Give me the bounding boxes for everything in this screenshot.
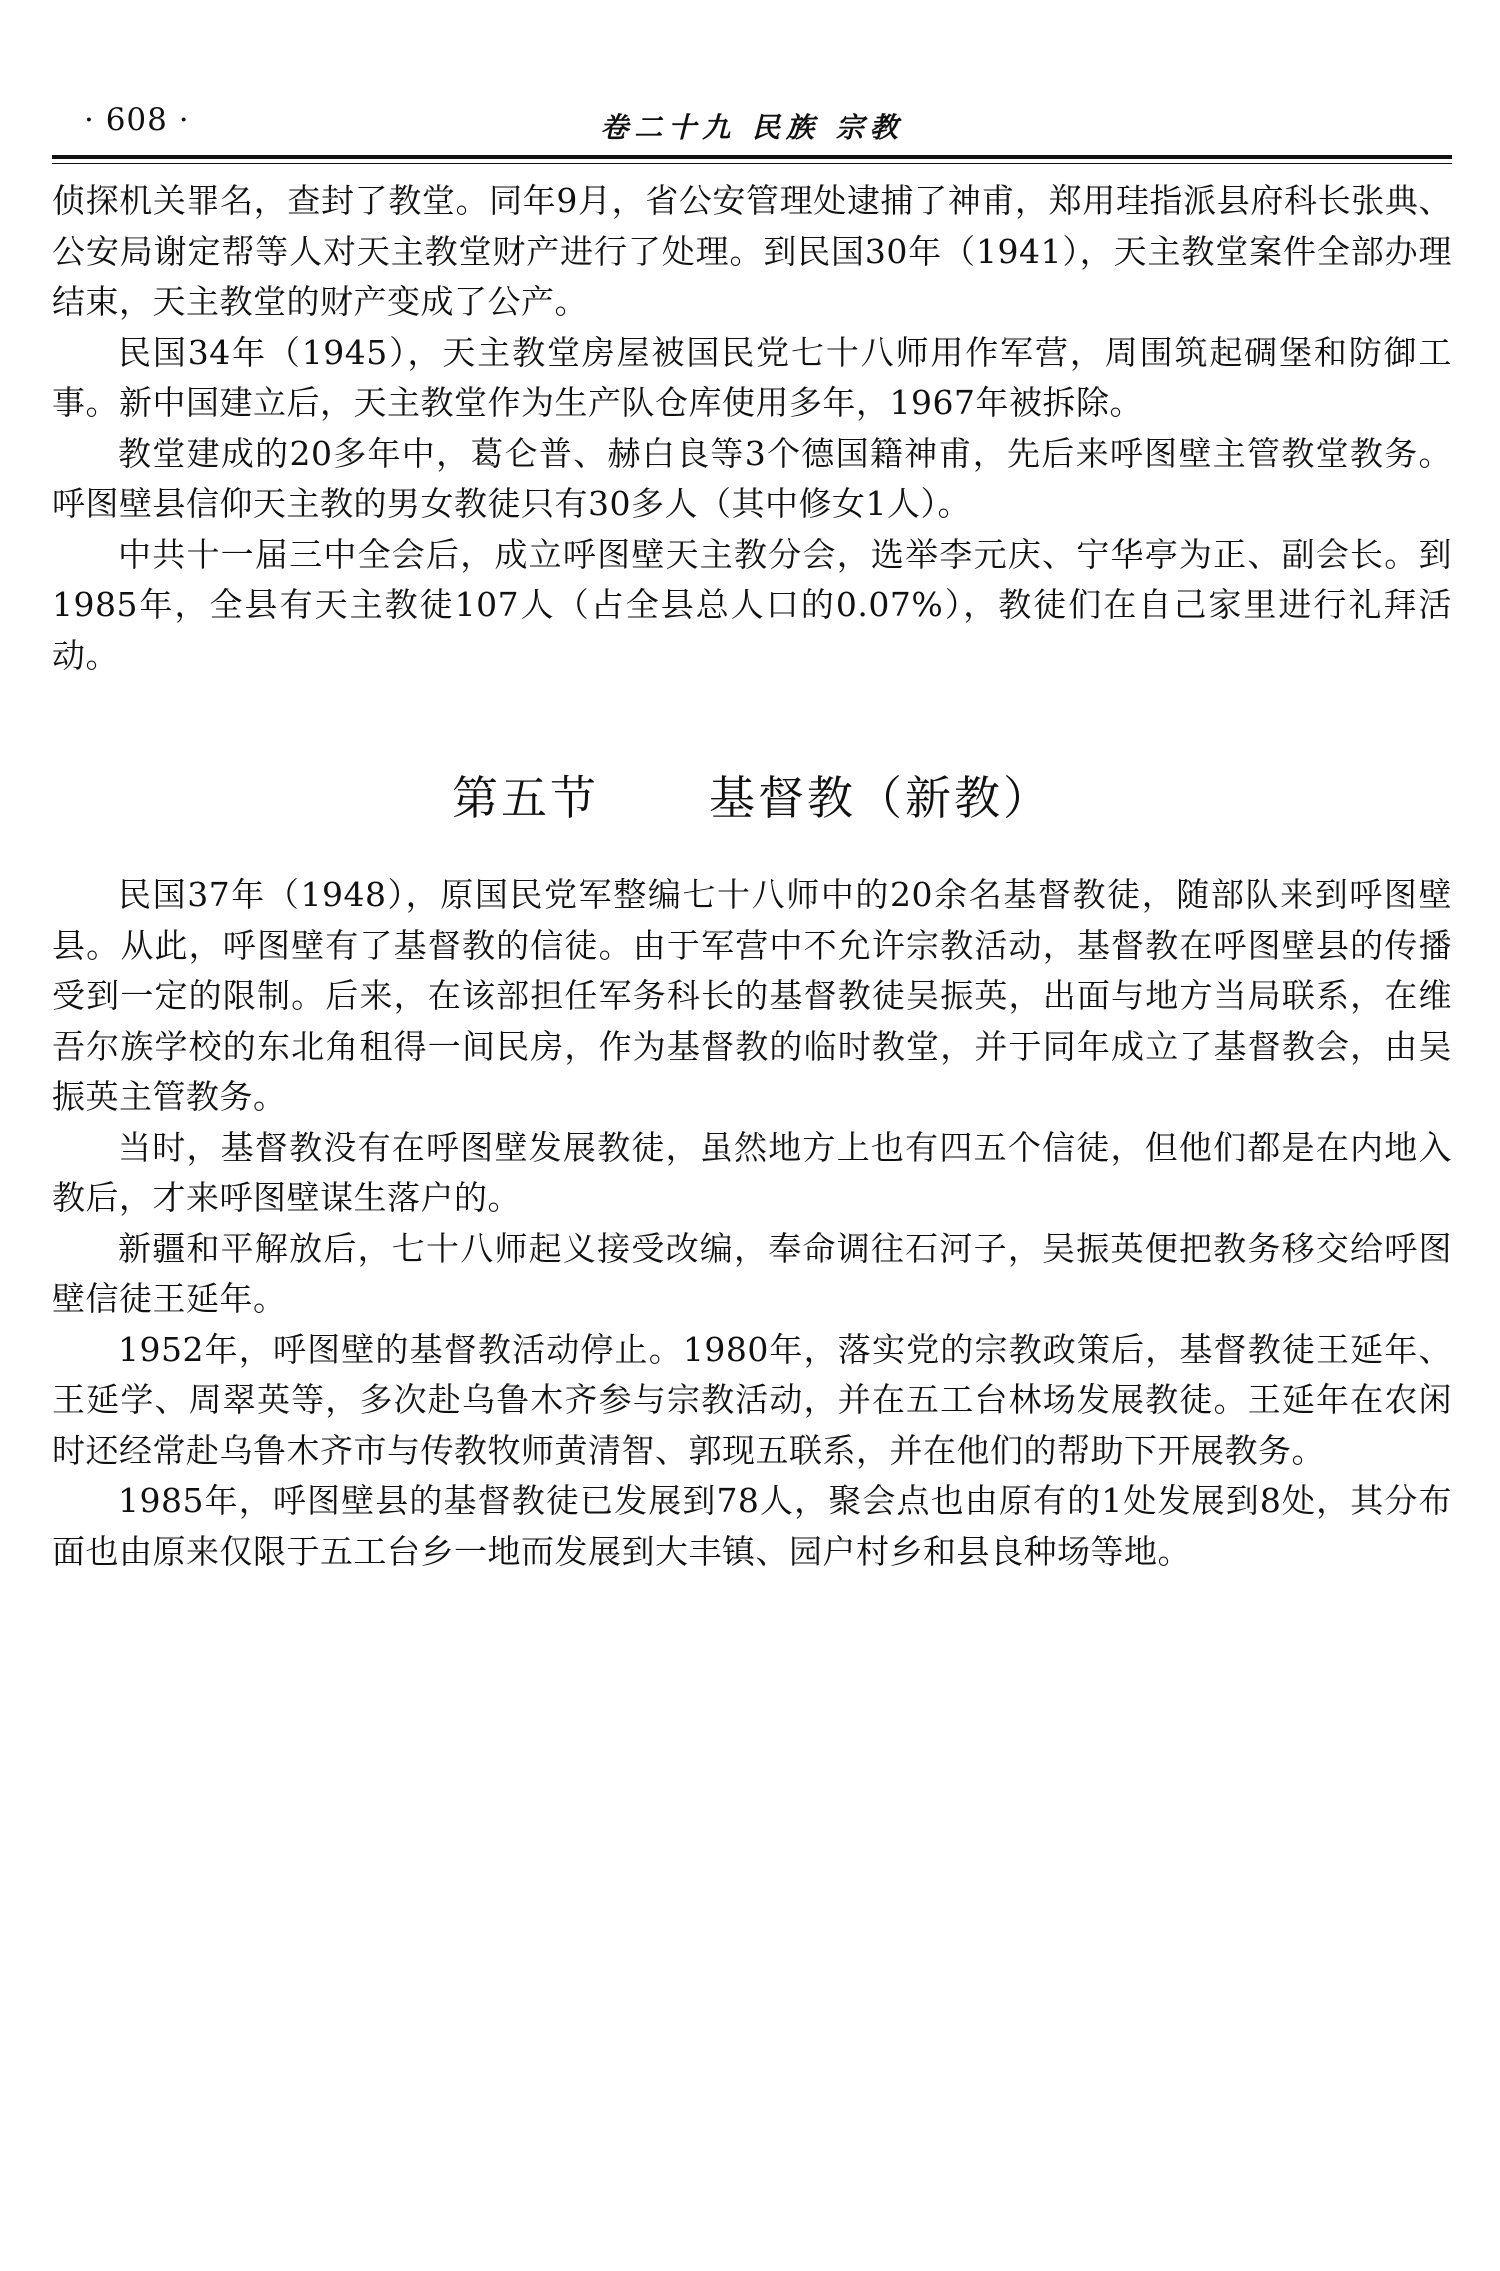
section-number: 第五节	[452, 771, 599, 825]
header-rule-thick	[52, 155, 1452, 159]
page-number: · 608 ·	[84, 102, 190, 138]
paragraph: 民国34年（1945），天主教堂房屋被国民党七十八师用作军营，周围筑起碉堡和防御工事。新中国建立后，天主教堂作为生产队仓库使用多年，1967年被拆除。	[52, 332, 1452, 422]
page-header	[52, 102, 1452, 152]
top-text-block	[52, 176, 1452, 681]
section-title: 基督教（新教）	[709, 771, 1052, 825]
paragraph: 1985年，呼图壁县的基督教徒已发展到78人，聚会点也由原有的1处发展到8处，其分布面也由原来仅限于五工台乡一地而发展到大丰镇、园户村乡和县良种场等地。	[52, 1481, 1452, 1571]
paragraph: 1952年，呼图壁的基督教活动停止。1980年，落实党的宗教政策后，基督教徒王延年、王延学、周翠英等，多次赴乌鲁木齐参与宗教活动，并在五工台林场发展教徒。王延年在农闲时还经常赴乌鲁木齐市与传教牧师黄清智、郭现五联系，并在他们的帮助下开展教务。	[52, 1329, 1452, 1470]
bottom-text-block	[52, 870, 1452, 1577]
paragraph: 侦探机关罪名，查封了教堂。同年9月，省公安管理处逮捕了神甫，郑用珪指派县府科长张典、公安局谢定帮等人对天主教堂财产进行了处理。到民国30年（1941），天主教堂案件全部办理结束，天主教堂的财产变成了公产。	[52, 181, 1452, 321]
running-title: 卷二十九 民族 宗教	[600, 111, 904, 144]
paragraph: 民国37年（1948），原国民党军整编七十八师中的20余名基督教徒，随部队来到呼图壁县。从此，呼图壁有了基督教的信徒。由于军营中不允许宗教活动，基督教在呼图壁县的传播受到一定的限制。后来，在该部担任军务科长的基督教徒吴振英，出面与地方当局联系，在维吾尔族学校的东北角租得一间民房，作为基督教的临时教堂，并于同年成立了基督教会，由吴振英主管教务。	[52, 875, 1452, 1116]
paragraph: 当时，基督教没有在呼图壁发展教徒，虽然地方上也有四五个信徒，但他们都是在内地入教后，才来呼图壁谋生落户的。	[52, 1127, 1452, 1217]
paragraph: 教堂建成的20多年中，葛仑普、赫白良等3个德国籍神甫，先后来呼图壁主管教堂教务。呼图壁县信仰天主教的男女教徒只有30多人（其中修女1人）。	[52, 433, 1452, 523]
paragraph: 新疆和平解放后，七十八师起义接受改编，奉命调往石河子，吴振英便把教务移交给呼图壁信徒王延年。	[52, 1228, 1452, 1318]
paragraph: 中共十一届三中全会后，成立呼图壁天主教分会，选举李元庆、宁华亭为正、副会长。到1985年，全县有天主教徒107人（占全县总人口的0.07%），教徒们在自己家里进行礼拜活动。	[52, 534, 1452, 675]
header-rule-thin	[52, 163, 1452, 164]
section-heading	[52, 762, 1452, 828]
